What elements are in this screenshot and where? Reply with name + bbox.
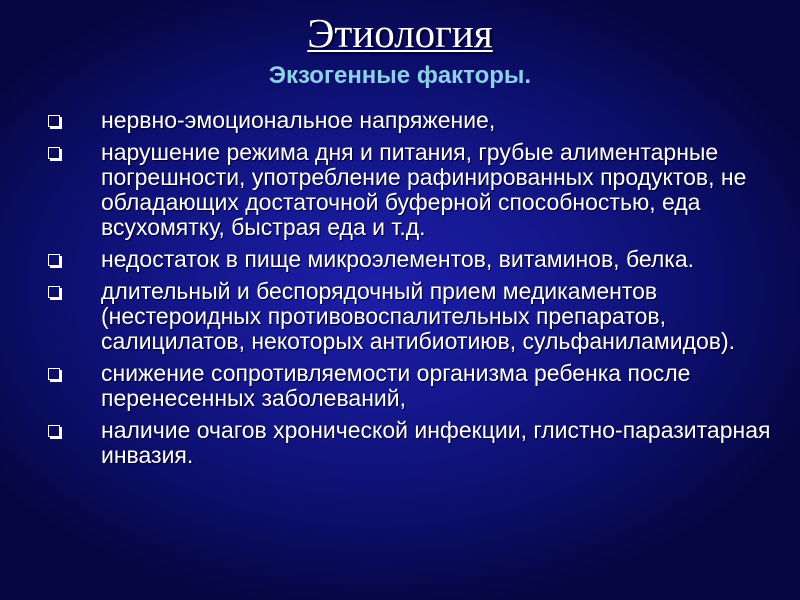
bullet-item <box>42 418 782 468</box>
bullet-text: снижение сопротивляемости организма ребенка после перенесенных заболеваний, <box>101 360 691 411</box>
bullet-item <box>42 140 782 240</box>
bullet-text: нарушение режима дня и питания, грубые алиментарные погрешности, употребление рафинированных продуктов, не обладающих достаточной буферной способностью, еда всухомятку, быстрая еда и т.д. <box>101 139 747 240</box>
bullet-item <box>42 247 782 272</box>
hollow-square-bullet-icon <box>48 286 60 298</box>
bullet-item <box>42 279 782 354</box>
slide-subtitle: Экзогенные факторы. <box>268 62 532 89</box>
bullet-list <box>42 108 782 475</box>
hollow-square-bullet-icon <box>48 425 60 437</box>
bullet-text: длительный и беспорядочный прием медикаментов (нестероидных противовоспалительных препаратов, салицилатов, некоторых антибиотиюв, сульфаниламидов). <box>101 278 736 354</box>
bullet-item <box>42 108 782 133</box>
bullet-text: недостаток в пище микроэлементов, витаминов, белка. <box>101 246 695 272</box>
hollow-square-bullet-icon <box>48 368 60 380</box>
hollow-square-bullet-icon <box>48 254 60 266</box>
bullet-text: нервно-эмоциональное напряжение, <box>101 107 496 133</box>
hollow-square-bullet-icon <box>48 147 60 159</box>
bullet-item <box>42 361 782 411</box>
slide-title: Этиология <box>307 10 493 56</box>
bullet-text: наличие очагов хронической инфекции, глистно-паразитарная инвазия. <box>101 417 771 468</box>
hollow-square-bullet-icon <box>48 115 60 127</box>
